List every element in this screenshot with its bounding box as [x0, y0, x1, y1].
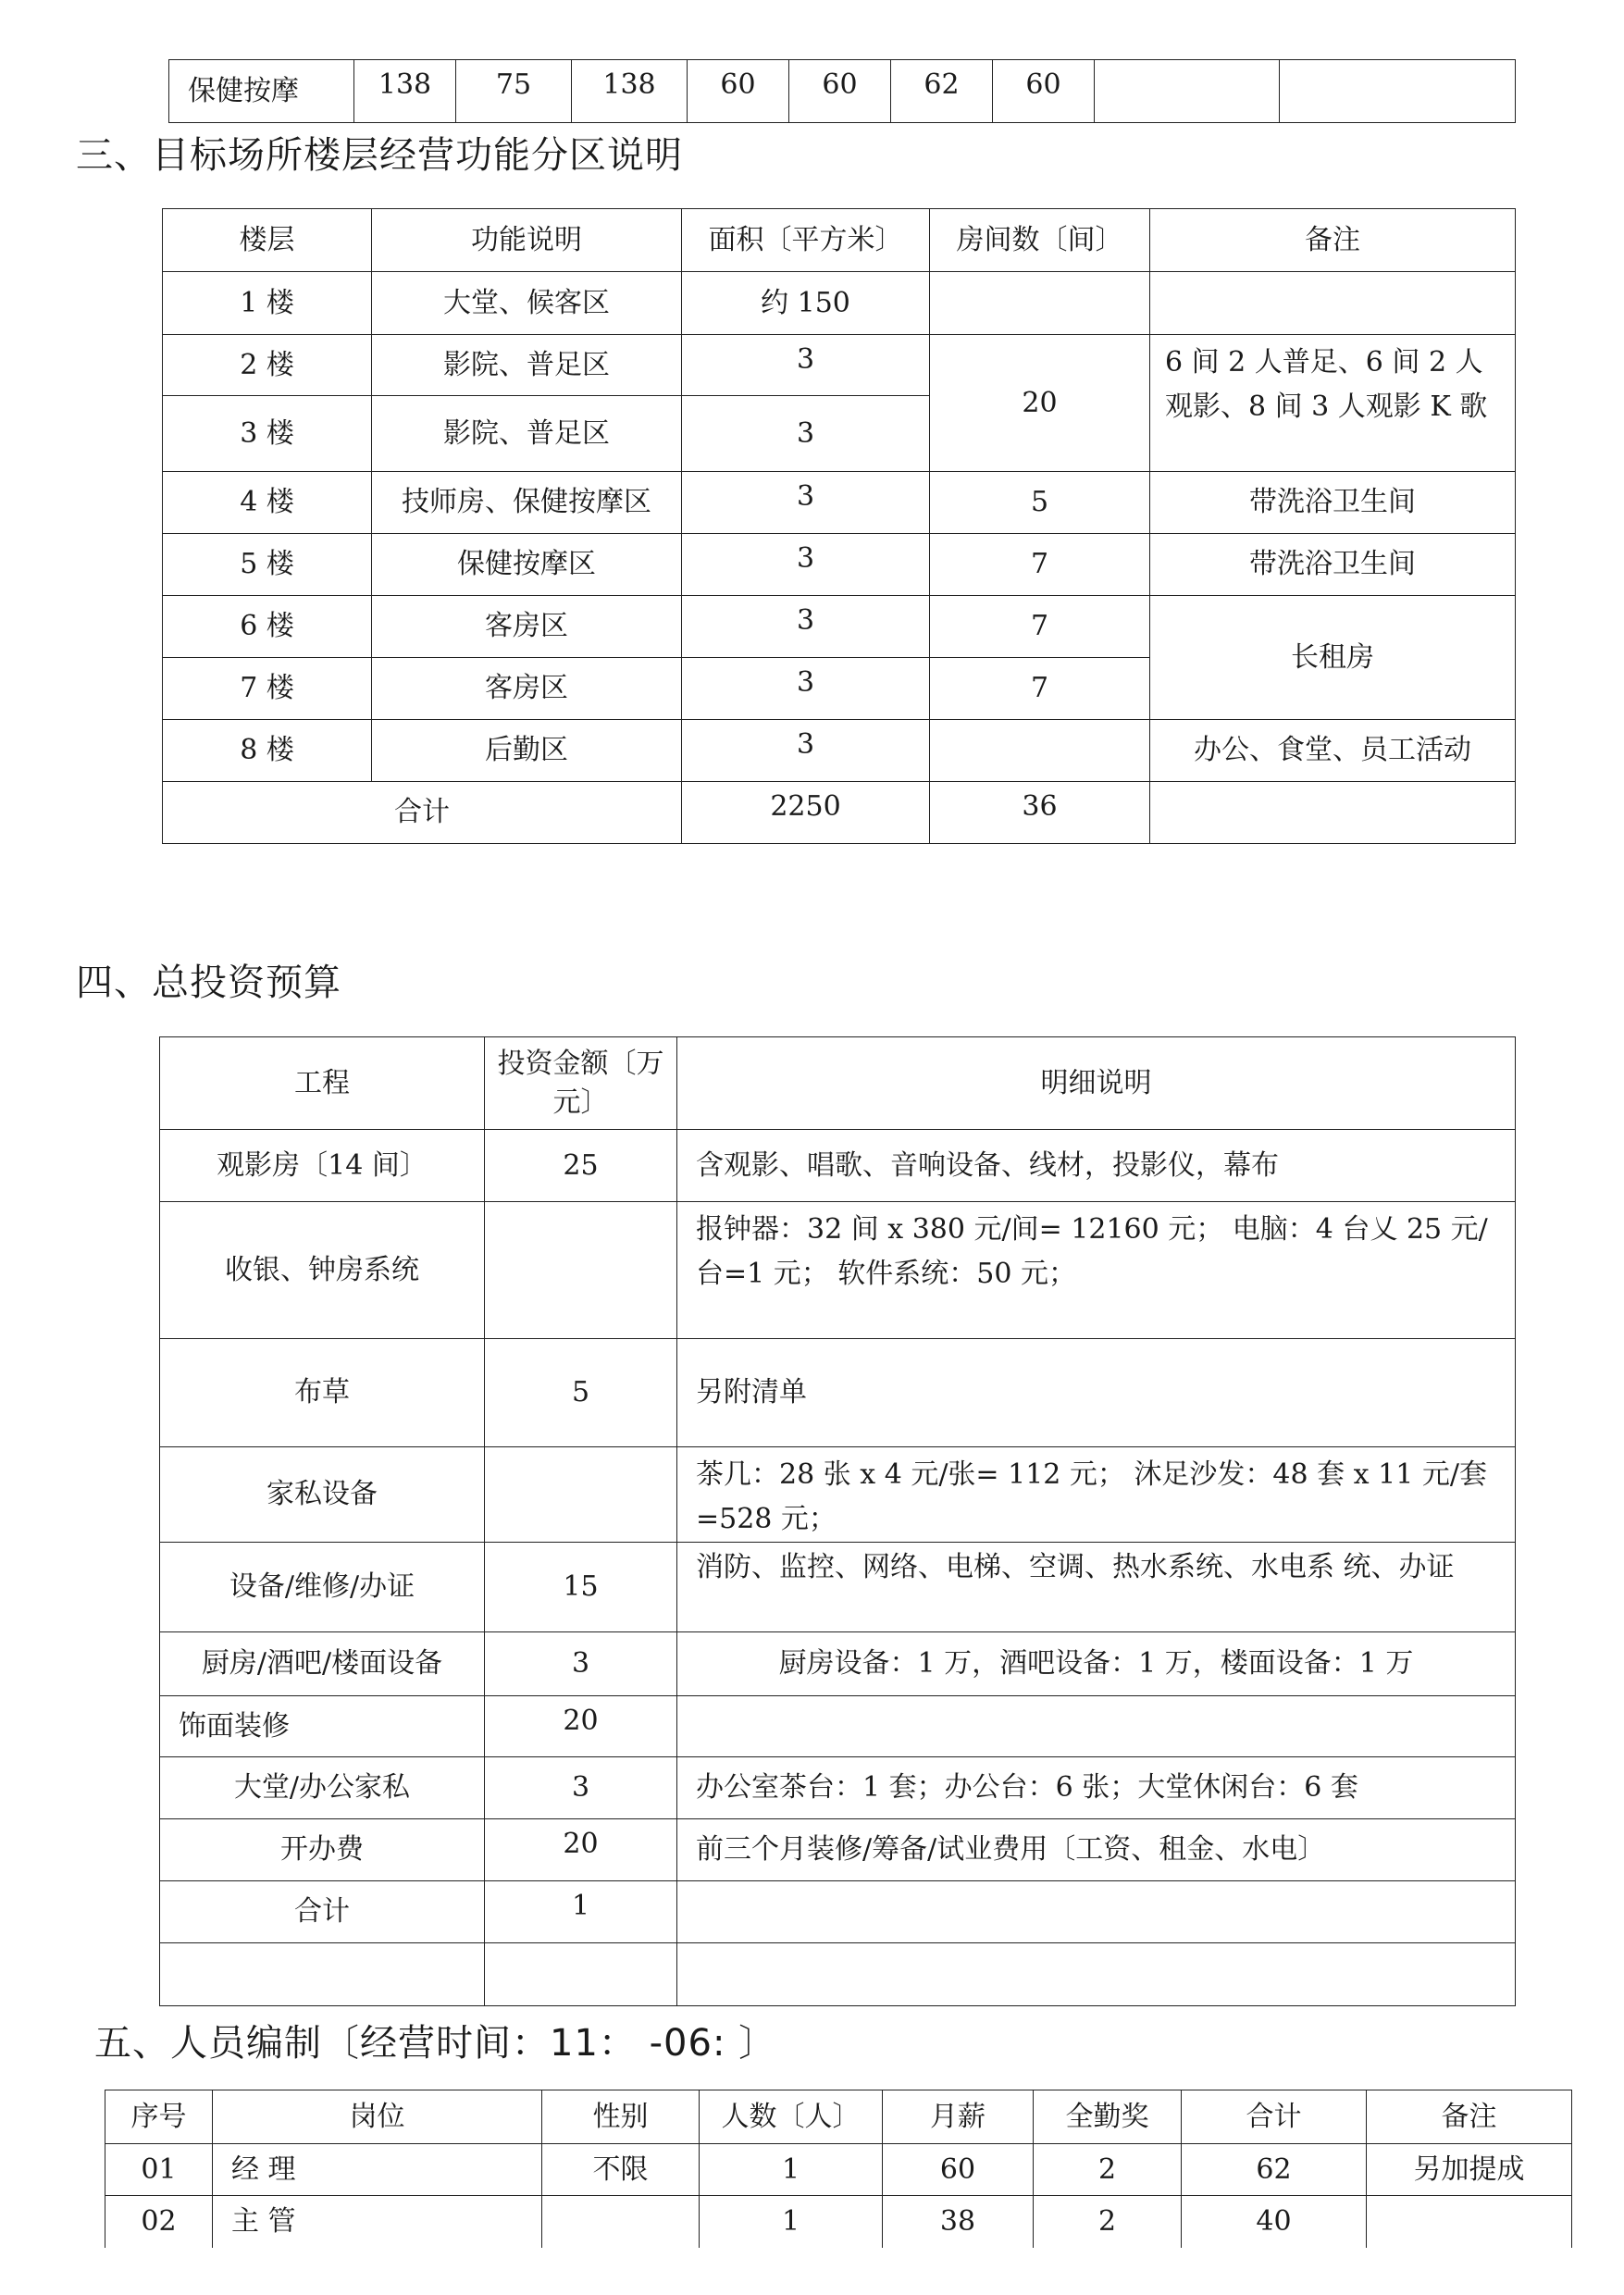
total-note: [1150, 782, 1516, 844]
table-total-row: [163, 782, 1516, 844]
total-cell: 62: [1182, 2144, 1367, 2196]
column-header: 岗位: [213, 2090, 542, 2144]
table-header-row: [160, 1037, 1516, 1130]
table-cell: 62: [891, 60, 993, 123]
table-row: [160, 1130, 1516, 1202]
table-row: [160, 1943, 1516, 2006]
function-cell: 客房区: [372, 658, 682, 720]
total-cell: 40: [1182, 2196, 1367, 2248]
detail-cell: 含观影、唱歌、音响设备、线材，投影仪，幕布: [677, 1130, 1516, 1202]
table-row: [169, 60, 1516, 123]
table-row: [163, 472, 1516, 534]
count-cell: 1: [700, 2144, 883, 2196]
note-cell: 办公、食堂、员工活动: [1150, 720, 1516, 782]
amount-cell: [485, 1202, 677, 1339]
detail-cell: 报钟器：32 间 x 380 元/间= 12160 元； 电脑：4 台乂 25 元/台=1 元； 软件系统：50 元；: [677, 1202, 1516, 1339]
total-area: 2250: [682, 782, 930, 844]
column-header: 序号: [105, 2090, 213, 2144]
floor-cell: 4 楼: [163, 472, 372, 534]
function-cell: 保健按摩区: [372, 534, 682, 596]
table-row: [163, 335, 1516, 396]
floor-cell: 5 楼: [163, 534, 372, 596]
table-row: [105, 2196, 1572, 2248]
table-row: [160, 1202, 1516, 1339]
rooms-cell: [930, 272, 1150, 335]
section-4-heading: 四、总投资预算: [76, 961, 341, 1004]
amount-cell: [485, 1943, 677, 2006]
rooms-cell: 5: [930, 472, 1150, 534]
table-total-row: [160, 1881, 1516, 1943]
section-5-heading: 五、人员编制〔经营时间：11： -06: 〕: [94, 2022, 777, 2065]
note-cell: 另加提成: [1367, 2144, 1572, 2196]
item-cell: 家私设备: [160, 1447, 485, 1543]
area-cell: 3: [682, 534, 930, 596]
post-cell: 经 理: [213, 2144, 542, 2196]
gender-cell: 不限: [542, 2144, 700, 2196]
investment-budget-table: [159, 1036, 1516, 2006]
table-row: [105, 2144, 1572, 2196]
table-row: [160, 1757, 1516, 1819]
note-cell: [1150, 272, 1516, 335]
rooms-cell: 20: [930, 335, 1150, 472]
floor-cell: 2 楼: [163, 335, 372, 396]
floor-cell: 1 楼: [163, 272, 372, 335]
rooms-cell: [930, 720, 1150, 782]
item-cell: 收银、钟房系统: [160, 1202, 485, 1339]
table-cell: [1095, 60, 1280, 123]
area-cell: 3: [682, 658, 930, 720]
amount-cell: 5: [485, 1339, 677, 1447]
floor-cell: 3 楼: [163, 396, 372, 472]
table-row: [160, 1543, 1516, 1632]
note-cell: 6 间 2 人普足、6 间 2 人观影、8 间 3 人观影 K 歌: [1150, 335, 1516, 472]
rooms-cell: 7: [930, 658, 1150, 720]
floor-cell: 8 楼: [163, 720, 372, 782]
table-cell: 60: [688, 60, 789, 123]
area-cell: 3: [682, 596, 930, 658]
amount-cell: 3: [485, 1632, 677, 1696]
rooms-cell: 7: [930, 596, 1150, 658]
count-cell: 1: [700, 2196, 883, 2248]
column-header: 明细说明: [677, 1037, 1516, 1130]
column-header: 工程: [160, 1037, 485, 1130]
top-partial-table: [168, 59, 1516, 123]
serial-cell: 02: [105, 2196, 213, 2248]
column-header: 月薪: [883, 2090, 1034, 2144]
item-cell: 厨房/酒吧/楼面设备: [160, 1632, 485, 1696]
note-cell: 带洗浴卫生间: [1150, 534, 1516, 596]
table-cell: 60: [789, 60, 891, 123]
item-cell: [160, 1943, 485, 2006]
column-header: 全勤奖: [1034, 2090, 1182, 2144]
floor-function-table: [162, 208, 1516, 844]
item-cell: 合计: [160, 1881, 485, 1943]
area-cell: 约 150: [682, 272, 930, 335]
item-cell: 设备/维修/办证: [160, 1543, 485, 1632]
bonus-cell: 2: [1034, 2196, 1182, 2248]
floor-cell: 7 楼: [163, 658, 372, 720]
table-row: [163, 720, 1516, 782]
table-row: [160, 1447, 1516, 1543]
table-cell: 保健按摩: [169, 60, 354, 123]
column-header: 面积〔平方米〕: [682, 209, 930, 272]
area-cell: 3: [682, 335, 930, 396]
column-header: 性别: [542, 2090, 700, 2144]
column-header: 备注: [1150, 209, 1516, 272]
item-cell: 大堂/办公家私: [160, 1757, 485, 1819]
detail-cell: 前三个月装修/筹备/试业费用〔工资、租金、水电〕: [677, 1819, 1516, 1881]
salary-cell: 60: [883, 2144, 1034, 2196]
amount-cell: 15: [485, 1543, 677, 1632]
table-row: [160, 1819, 1516, 1881]
amount-cell: 1: [485, 1881, 677, 1943]
column-header: 备注: [1367, 2090, 1572, 2144]
item-cell: 开办费: [160, 1819, 485, 1881]
section-3-heading: 三、目标场所楼层经营功能分区说明: [76, 134, 683, 177]
floor-cell: 6 楼: [163, 596, 372, 658]
area-cell: 3: [682, 720, 930, 782]
column-header: 合计: [1182, 2090, 1367, 2144]
detail-cell: [677, 1881, 1516, 1943]
column-header: 人数〔人〕: [700, 2090, 883, 2144]
detail-cell: [677, 1943, 1516, 2006]
note-cell: [1367, 2196, 1572, 2248]
item-cell: 布草: [160, 1339, 485, 1447]
bonus-cell: 2: [1034, 2144, 1182, 2196]
staffing-table: [105, 2090, 1572, 2248]
function-cell: 影院、普足区: [372, 396, 682, 472]
table-cell: 138: [354, 60, 456, 123]
amount-cell: 20: [485, 1819, 677, 1881]
salary-cell: 38: [883, 2196, 1034, 2248]
table-cell: 60: [993, 60, 1095, 123]
table-row: [163, 596, 1516, 658]
column-header: 功能说明: [372, 209, 682, 272]
table-row: [160, 1632, 1516, 1696]
detail-cell: 厨房设备：1 万，酒吧设备：1 万，楼面设备：1 万: [677, 1632, 1516, 1696]
amount-cell: 25: [485, 1130, 677, 1202]
detail-cell: 茶几：28 张 x 4 元/张= 112 元； 沐足沙发：48 套 x 11 元/套=528 元；: [677, 1447, 1516, 1543]
table-row: [160, 1339, 1516, 1447]
column-header: 楼层: [163, 209, 372, 272]
amount-cell: 20: [485, 1696, 677, 1757]
area-cell: 3: [682, 396, 930, 472]
table-header-row: [163, 209, 1516, 272]
table-header-row: [105, 2090, 1572, 2144]
table-row: [163, 272, 1516, 335]
function-cell: 大堂、候客区: [372, 272, 682, 335]
rooms-cell: 7: [930, 534, 1150, 596]
column-header: 房间数〔间〕: [930, 209, 1150, 272]
note-cell: 长租房: [1150, 596, 1516, 720]
item-cell: 观影房〔14 间〕: [160, 1130, 485, 1202]
total-label: 合计: [163, 782, 682, 844]
item-cell: 饰面装修: [160, 1696, 485, 1757]
area-cell: 3: [682, 472, 930, 534]
detail-cell: 消防、监控、网络、电梯、空调、热水系统、水电系 统、办证: [677, 1543, 1516, 1632]
function-cell: 影院、普足区: [372, 335, 682, 396]
serial-cell: 01: [105, 2144, 213, 2196]
table-cell: 75: [456, 60, 572, 123]
gender-cell: [542, 2196, 700, 2248]
detail-cell: 另附清单: [677, 1339, 1516, 1447]
function-cell: 客房区: [372, 596, 682, 658]
table-row: [160, 1696, 1516, 1757]
function-cell: 技师房、保健按摩区: [372, 472, 682, 534]
post-cell: 主 管: [213, 2196, 542, 2248]
total-rooms: 36: [930, 782, 1150, 844]
detail-cell: 办公室茶台：1 套；办公台：6 张；大堂休闲台：6 套: [677, 1757, 1516, 1819]
detail-cell: [677, 1696, 1516, 1757]
column-header: 投资金额〔万元〕: [485, 1037, 677, 1130]
amount-cell: 3: [485, 1757, 677, 1819]
amount-cell: [485, 1447, 677, 1543]
function-cell: 后勤区: [372, 720, 682, 782]
table-cell: [1280, 60, 1516, 123]
table-cell: 138: [572, 60, 688, 123]
note-cell: 带洗浴卫生间: [1150, 472, 1516, 534]
table-row: [163, 534, 1516, 596]
